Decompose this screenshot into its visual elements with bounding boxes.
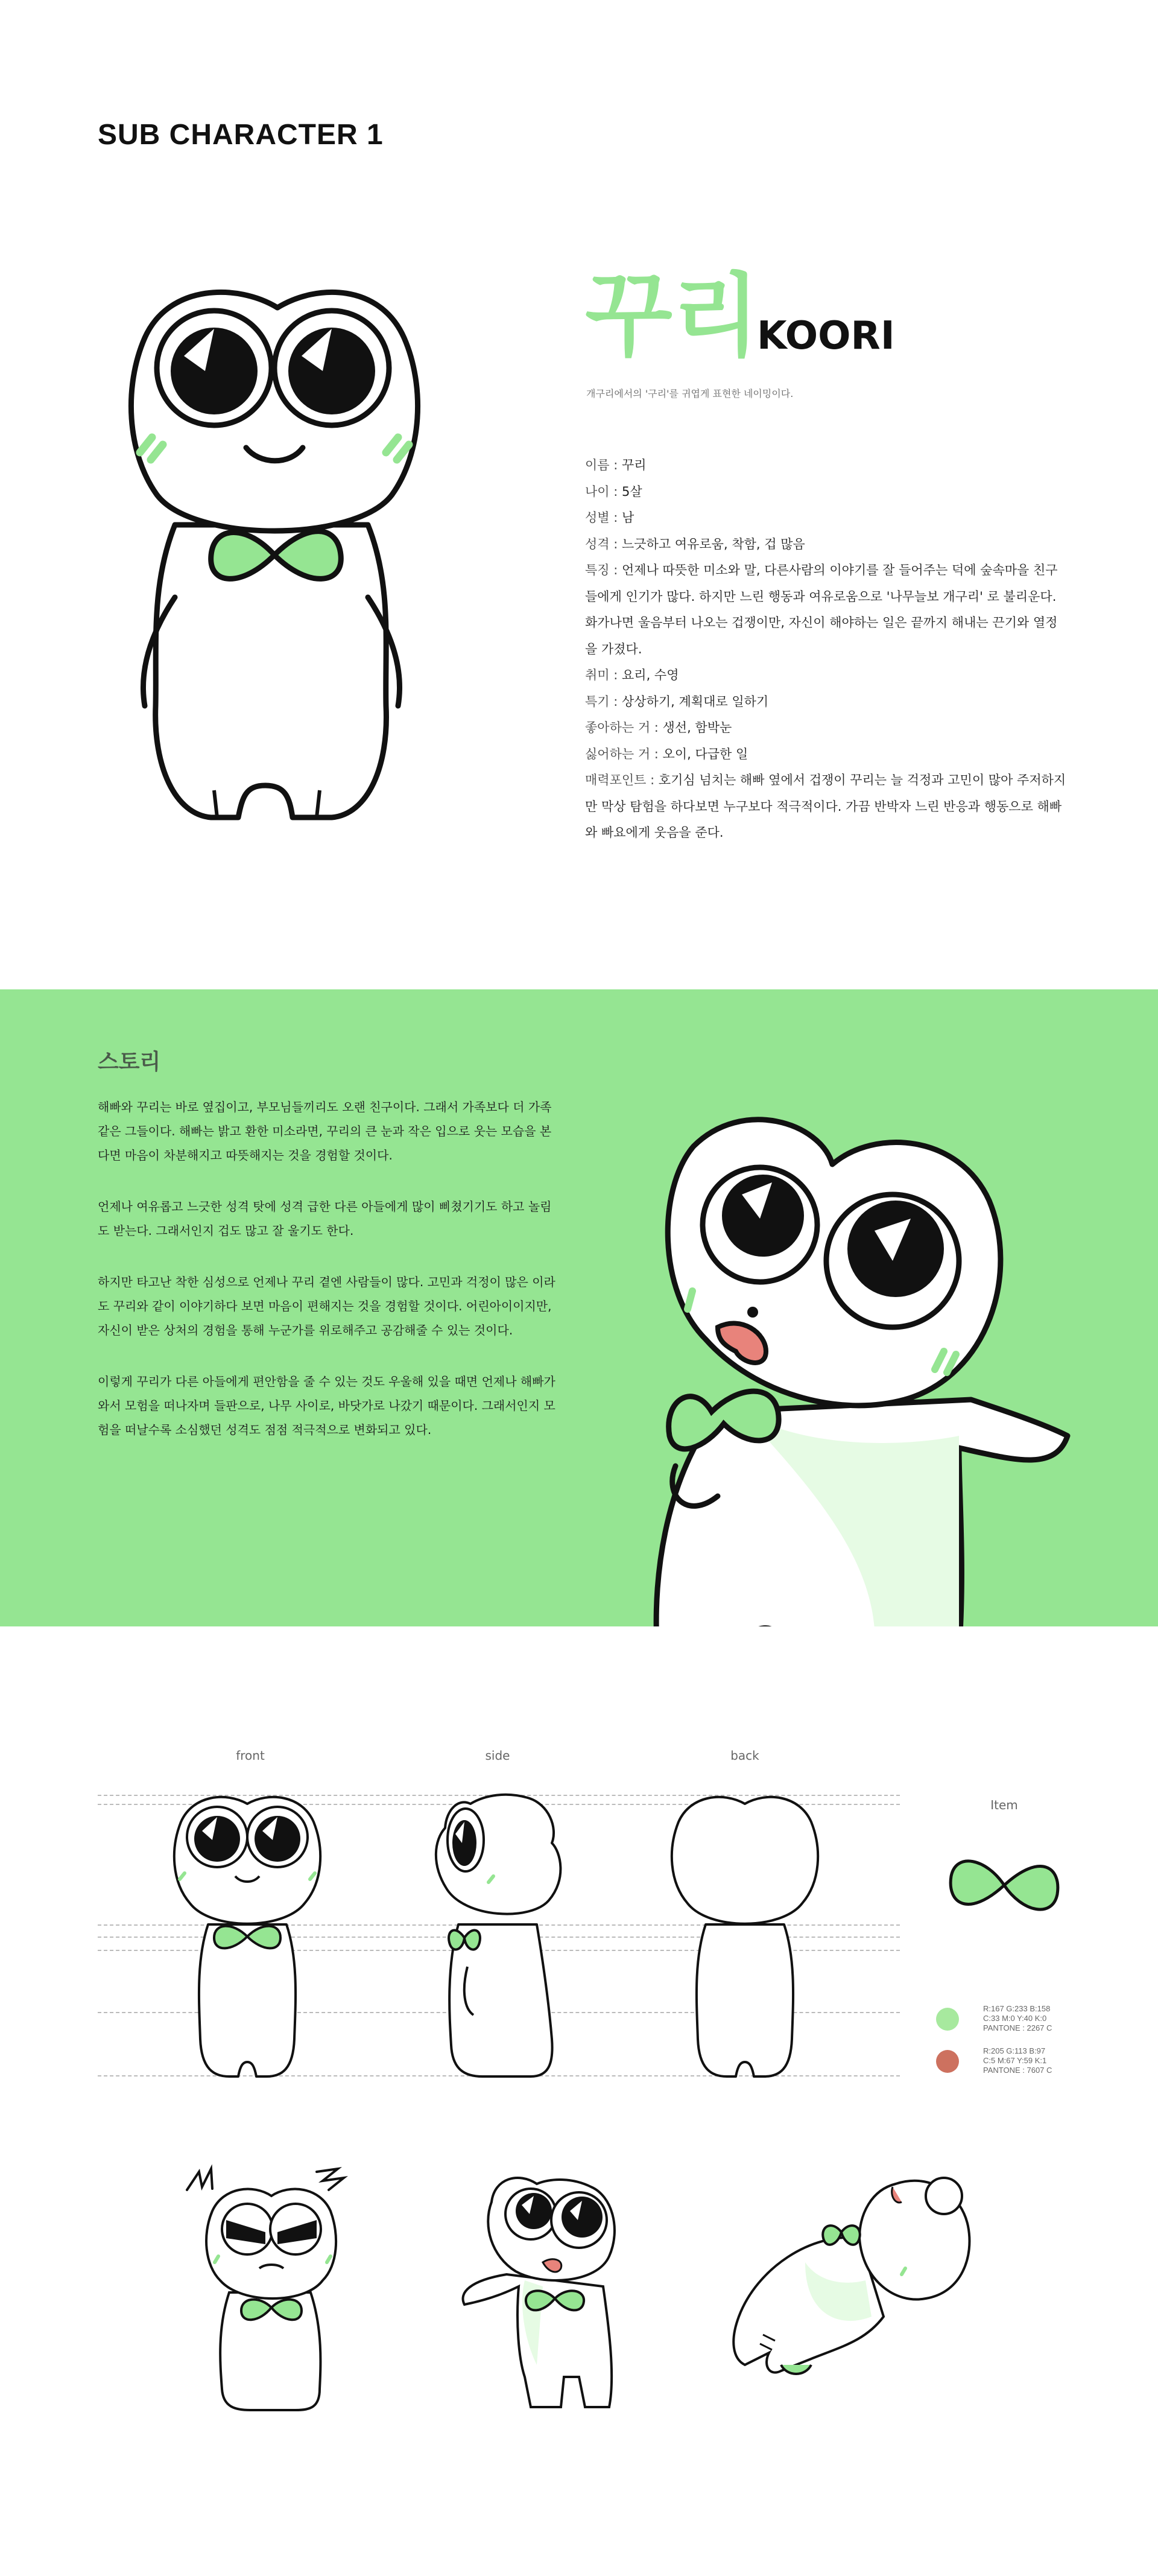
character-name-korean: 꾸리 [585,264,760,369]
color-swatch-red [936,2050,959,2073]
story-paragraph: 하지만 타고난 착한 심성으로 언제나 꾸리 곁엔 사람들이 많다. 고민과 걱정이 많은 이라도 꾸리와 같이 이야기하다 보면 마음이 편해지는 것을 경험할 것이다. 어린아이이지만, 자신이 받은 상처의 경험을 통해 누군가를 위로해주고 공감해줄 수 있는 것이다. [98,1275,555,1337]
color-info-green [983,2004,1052,2033]
profile-value: 남 [622,510,634,525]
profile-value: 꾸리 [622,458,647,472]
color-rgb: R:167 G:233 B:158 [983,2004,1051,2013]
character-name-english: KOORI [757,314,895,358]
color-cmyk: C:33 M:0 Y:40 K:0 [983,2014,1047,2023]
back-view-illustration [654,1786,835,2087]
profile-item [585,531,1068,558]
story-character-illustration [621,1110,1140,1626]
profile-key: 싫어하는 거 : [585,746,663,761]
color-rgb: R:205 G:113 B:97 [983,2046,1046,2055]
profile-value: 5살 [622,484,642,499]
profile-key: 나이 : [585,484,622,499]
profile-key: 취미 : [585,668,622,682]
profile-item [585,557,1068,662]
story-section [0,989,1158,1626]
hero-character-illustration [84,271,470,851]
profile-key: 이름 : [585,458,622,472]
color-info-red [983,2046,1052,2075]
profile-item [585,452,1068,479]
color-swatch-green [936,2008,959,2031]
view-label-side: side [485,1748,510,1763]
profile-item [585,662,1068,689]
profile-item [585,715,1068,741]
pose-lying-illustration [721,2160,986,2413]
view-label-front: front [236,1748,265,1763]
profile-item [585,741,1068,768]
color-pantone: PANTONE : 7607 C [983,2066,1052,2075]
profile-key: 성별 : [585,510,622,525]
profile-value: 언제나 따뜻한 미소와 말, 다른사람의 이야기를 잘 들어주는 덕에 숲속마을 친구들에게 인기가 많다. 하지만 느린 행동과 여유로움으로 '나무늘보 개구리' 로 불리운다. 화가나면 울음부터 나오는 겁쟁이만, 자신이 해야하는 일은 끝까지 해내는 끈기와 열정을 가졌다. [585,563,1058,656]
name-description: 개구리에서의 '구리'를 귀엽게 표현한 네이밍이다. [586,388,794,399]
pose-angry-illustration [175,2160,368,2413]
side-view-illustration [422,1786,579,2087]
profile-key: 특징 : [585,563,622,577]
color-pantone: PANTONE : 2267 C [983,2023,1052,2032]
view-label-back: back [730,1748,759,1763]
profile-value: 생선, 함박눈 [662,720,732,735]
profile-value: 오이, 다급한 일 [662,746,748,761]
profile-item [585,689,1068,715]
story-paragraph: 이렇게 꾸리가 다른 아들에게 편안함을 줄 수 있는 것도 우울해 있을 때면 언제나 해빠가 와서 모험을 떠나자며 들판으로, 나무 사이로, 바닷가로 나갔기 때문이다. 그래서인지 모험을 떠날수록 소심했던 성격도 점점 적극적으로 변화되고 있다. [98,1374,555,1437]
profile-key: 성격 : [585,536,622,551]
profile-item [585,479,1068,506]
color-cmyk: C:5 M:67 Y:59 K:1 [983,2056,1047,2065]
profile-key: 매력포인트 : [585,773,659,787]
pose-surprised-illustration [458,2160,651,2413]
profile-key: 특기 : [585,694,622,709]
profile-value: 요리, 수영 [622,668,679,682]
profile-item [585,767,1068,846]
front-view-illustration [157,1786,338,2087]
story-paragraph: 언제나 여유롭고 느긋한 성격 탓에 성격 급한 다른 아들에게 많이 삐쳤기기도 하고 놀림도 받는다. 그래서인지 겁도 많고 잘 울기도 한다. [98,1199,552,1238]
item-label: Item [990,1798,1018,1812]
profile-value: 느긋하고 여유로움, 착함, 겁 많음 [622,536,805,551]
page-title: SUB CHARACTER 1 [98,119,384,151]
profile-item [585,505,1068,531]
bow-tie-icon [944,1846,1065,1924]
profile-list [585,452,1068,846]
profile-value: 호기심 넘치는 해빠 옆에서 겁쟁이 꾸리는 늘 걱정과 고민이 많아 주저하지만 막상 탐험을 하다보면 누구보다 적극적이다. 가끔 반박자 느린 반응과 행동으로 해빠와 빠요에게 웃음을 준다. [585,773,1066,840]
profile-key: 좋아하는 거 : [585,720,663,735]
profile-value: 상상하기, 계획대로 일하기 [622,694,769,709]
story-paragraph: 해빠와 꾸리는 바로 옆집이고, 부모님들끼리도 오랜 친구이다. 그래서 가족보다 더 가족 같은 그들이다. 해빠는 밝고 환한 미소라면, 꾸리의 큰 눈과 작은 입으로 웃는 모습을 본다면 마음이 차분해지고 따뜻해지는 것을 경험할 것이다. [98,1100,552,1163]
story-title: 스토리 [98,1050,161,1074]
